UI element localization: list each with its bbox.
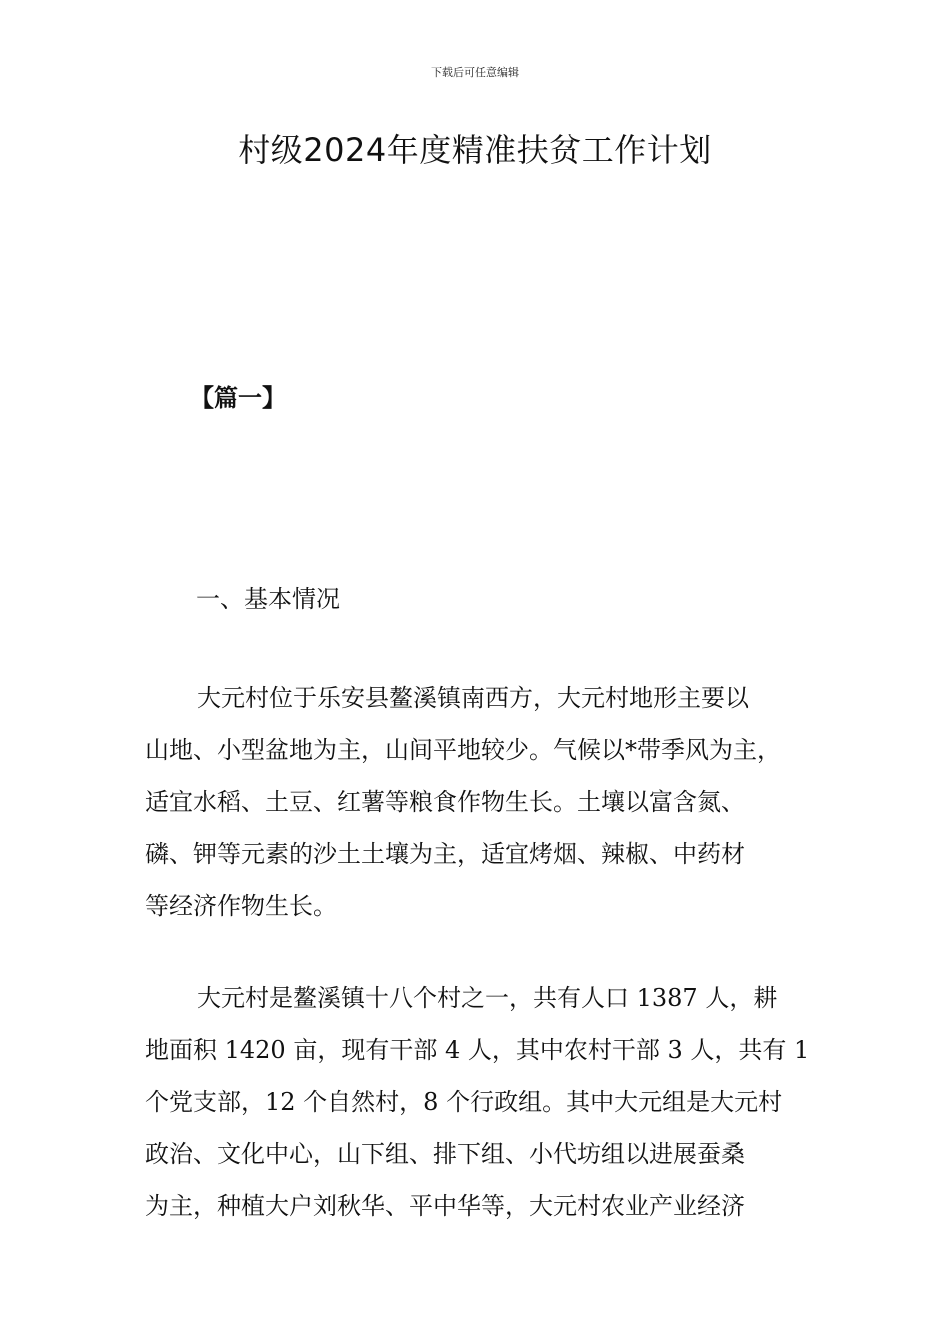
paragraph-line: 山地、小型盆地为主，山间平地较少。气候以*带季风为主，: [145, 736, 781, 764]
paragraph-line: 磷、钾等元素的沙土土壤为主，适宜烤烟、辣椒、中药材: [145, 840, 745, 868]
paragraph-line: 为主，种植大户刘秋华、平中华等，大元村农业产业经济: [145, 1192, 745, 1220]
paragraph-line: 个党支部，12 个自然村，8 个行政组。其中大元组是大元村: [145, 1088, 783, 1116]
paragraph-line: 大元村是鳌溪镇十八个村之一，共有人口 1387 人，耕: [197, 984, 778, 1012]
paragraph-village-population: [145, 972, 810, 1232]
section-heading-basic-situation: 一、基本情况: [196, 585, 340, 613]
header-note: 下载后可任意编辑: [431, 66, 519, 79]
paragraph-village-location: [145, 672, 810, 932]
section-mark: 【篇一】: [190, 384, 286, 412]
paragraph-line: 适宜水稻、土豆、红薯等粮食作物生长。土壤以富含氮、: [145, 788, 745, 816]
paragraph-line: 大元村位于乐安县鳌溪镇南西方，大元村地形主要以: [197, 684, 749, 712]
document-title: 村级2024年度精准扶贫工作计划: [238, 131, 712, 169]
paragraph-line: 政治、文化中心，山下组、排下组、小代坊组以进展蚕桑: [145, 1140, 745, 1168]
paragraph-line: 等经济作物生长。: [145, 892, 337, 920]
paragraph-line: 地面积 1420 亩，现有干部 4 人，其中农村干部 3 人，共有 1: [145, 1036, 810, 1064]
